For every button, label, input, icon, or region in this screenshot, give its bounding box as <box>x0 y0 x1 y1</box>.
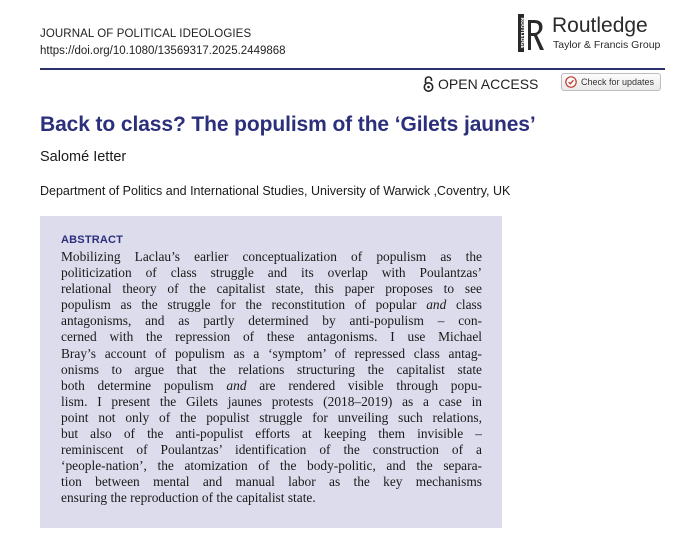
routledge-logo-icon <box>518 14 546 52</box>
abstract-line: cerned with the repression of these antagonisms. I use Michael <box>61 329 482 345</box>
abstract-line: populism as the struggle for the reconstitution of popular and class <box>61 297 482 313</box>
journal-name: JOURNAL OF POLITICAL IDEOLOGIES <box>40 28 252 40</box>
header-rule <box>40 68 665 70</box>
abstract-line: politicization of class struggle and its overlap with Poulantzas’ <box>61 265 482 281</box>
article-title: Back to class? The populism of the ‘Gilets jaunes’ <box>40 113 536 136</box>
abstract-line: Mobilizing Laclau’s earlier conceptualization of populism as the <box>61 249 482 264</box>
check-updates-icon <box>565 76 577 88</box>
article-author[interactable]: Salomé Ietter <box>40 149 127 165</box>
abstract-line: lism. I present the Gilets jaunes protests (2018–2019) as a case in <box>61 393 482 409</box>
open-lock-icon <box>423 76 434 92</box>
check-updates-label: Check for updates <box>581 77 655 87</box>
abstract-line: reminiscent of Poulantzas’ identification of the construction of a <box>61 442 482 458</box>
doi-link[interactable]: https://doi.org/10.1080/13569317.2025.2449868 <box>40 45 286 57</box>
abstract-line: relational theory of the capitalist state, this paper proposes to see <box>61 281 482 297</box>
check-updates-button[interactable] <box>561 73 661 91</box>
svg-text:ROUTLEDGE: ROUTLEDGE <box>519 17 524 49</box>
abstract-heading: ABSTRACT <box>61 234 124 246</box>
publisher-subtitle: Taylor & Francis Group <box>553 39 661 51</box>
abstract-line: Bray’s account of populism as a ‘symptom’ of repressed class antag- <box>61 345 482 361</box>
abstract-line: point not only of the populist struggle for unveiling such relations, <box>61 409 482 425</box>
abstract-line: ‘people-nation’, the atomization of the body-politic, and the separa- <box>61 458 482 474</box>
abstract-line: onisms to argue that the relations structuring the capitalist state <box>61 361 482 377</box>
abstract-line: ensuring the reproduction of the capitalist state. <box>61 490 316 506</box>
journal-header <box>40 26 286 60</box>
abstract-box <box>40 216 502 528</box>
publisher-block <box>518 14 668 54</box>
publisher-name: Routledge <box>552 14 648 37</box>
abstract-line: both determine populism and are rendered visible through popu- <box>61 377 483 393</box>
author-affiliation: Department of Politics and International Studies, University of Warwick ,Coventry, UK <box>40 184 511 198</box>
abstract-line: but also of the anti-populist efforts at keeping them invisible – <box>61 426 482 442</box>
abstract-line: antagonisms, and as partly determined by anti-populism – con- <box>61 313 482 329</box>
abstract-line: tion between mental and manual labor as the key mechanisms <box>61 474 482 490</box>
abstract-text <box>61 249 482 507</box>
open-access-badge <box>423 75 538 93</box>
open-access-label: OPEN ACCESS <box>438 76 539 92</box>
